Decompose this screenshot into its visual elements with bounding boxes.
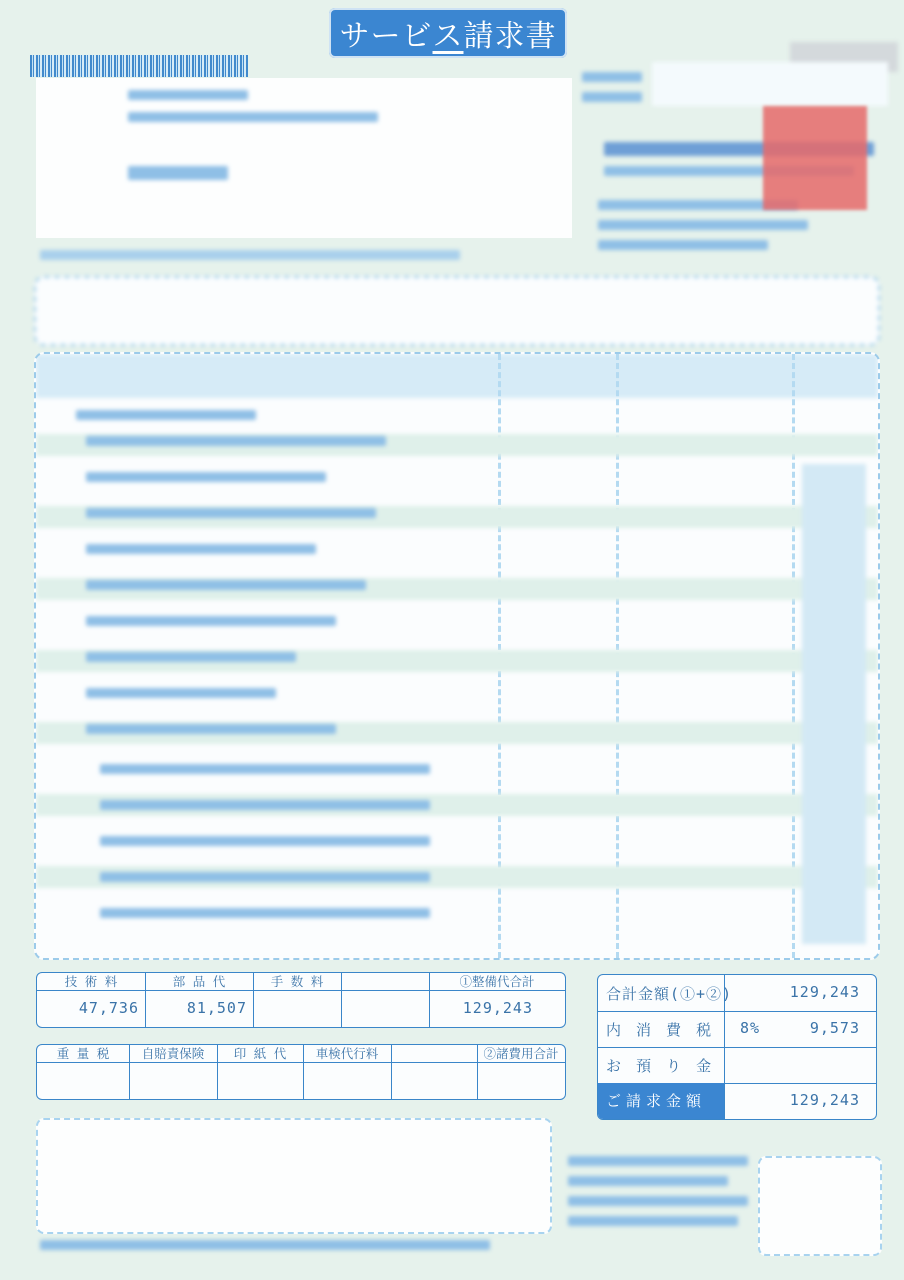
recipient-address-box — [36, 78, 572, 238]
total-amount-value: 129,243 — [789, 983, 860, 1001]
blank-header — [341, 973, 429, 991]
totals-table — [597, 974, 877, 1120]
invoice-amount-value: 129,243 — [789, 1091, 860, 1109]
redacted-label — [582, 92, 642, 102]
redacted-number-box — [652, 62, 888, 106]
redacted-footer — [568, 1216, 738, 1226]
consumption-tax-row — [598, 1011, 876, 1048]
fees-total-header: ②諸費用合計 — [477, 1045, 565, 1063]
redacted-address — [598, 220, 808, 230]
work-items-table — [34, 352, 880, 960]
redacted-vehicle-line — [40, 250, 460, 260]
barcode — [30, 55, 248, 77]
labor-fee-header: 技 術 料 — [37, 973, 145, 991]
total-amount-row — [598, 975, 876, 1012]
receipt-stamp-box — [758, 1156, 882, 1256]
title-suffix: 請求書 — [463, 19, 557, 54]
total-amount-label: 合計金額(①+②) — [606, 985, 733, 1003]
title-underlined: ス — [432, 19, 464, 54]
redacted-footer — [40, 1240, 490, 1250]
inspection-agent-fee-header: 車検代行料 — [303, 1045, 391, 1063]
memo-box — [36, 1118, 552, 1234]
redacted-label — [582, 72, 642, 82]
maintenance-total-header: ①整備代合計 — [429, 973, 565, 991]
redacted-footer — [568, 1196, 748, 1206]
handling-fee-header: 手 数 料 — [253, 973, 341, 991]
consumption-tax-label: 内 消 費 税 — [606, 1021, 715, 1039]
redacted-footer — [568, 1156, 748, 1166]
fees-table — [36, 1044, 566, 1100]
blank-fee-header — [391, 1045, 477, 1063]
maintenance-total-value: 129,243 — [462, 999, 533, 1017]
redacted-footer — [568, 1176, 728, 1186]
invoice-amount-label: ご請求金額 — [598, 1083, 724, 1119]
parts-fee-header: 部 品 代 — [145, 973, 253, 991]
deposit-label: お 預 り 金 — [606, 1057, 715, 1075]
invoice-amount-row — [598, 1083, 876, 1119]
deposit-row — [598, 1047, 876, 1084]
redacted-address — [598, 240, 768, 250]
company-seal-stamp — [763, 106, 867, 210]
consumption-tax-value: 9,573 — [809, 1019, 860, 1037]
invoice-title — [329, 8, 567, 58]
stamp-fee-header: 印 紙 代 — [217, 1045, 303, 1063]
maintenance-cost-table — [36, 972, 566, 1028]
weight-tax-header: 重 量 税 — [37, 1045, 129, 1063]
vehicle-info-panel — [34, 276, 880, 346]
parts-fee-value: 81,507 — [186, 999, 247, 1017]
tax-rate: 8% — [740, 1019, 761, 1037]
labor-fee-value: 47,736 — [78, 999, 139, 1017]
insurance-header: 自賠責保険 — [129, 1045, 217, 1063]
title-prefix: サービ — [339, 19, 433, 54]
